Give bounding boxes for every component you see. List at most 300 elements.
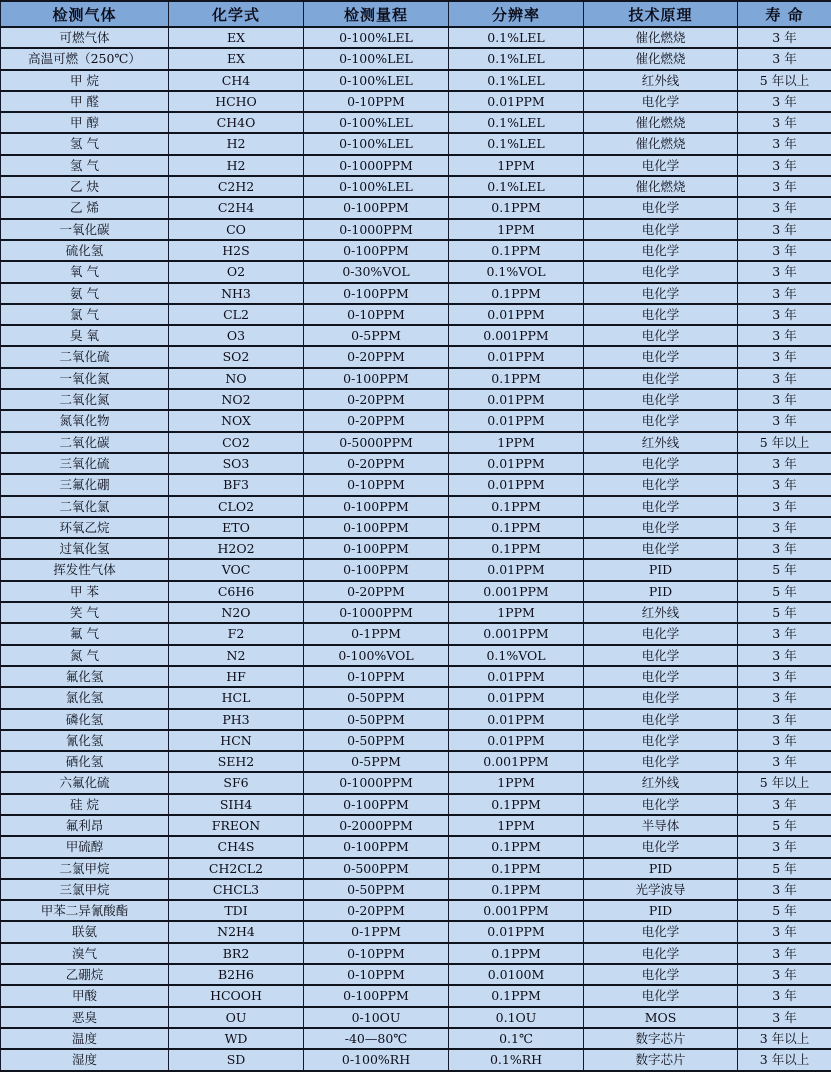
table-row	[1, 496, 831, 517]
cell-gas: 一氧化氮	[1, 368, 169, 389]
cell-gas: 高温可燃（250℃）	[1, 48, 169, 69]
table-row	[1, 836, 831, 857]
cell-range: 0-1PPM	[304, 623, 449, 644]
cell-principle: 电化学	[584, 410, 738, 431]
cell-range: 0-1000PPM	[304, 219, 449, 240]
table-row	[1, 559, 831, 580]
table-row	[1, 858, 831, 879]
cell-principle: 电化学	[584, 623, 738, 644]
cell-formula: C2H4	[169, 197, 304, 218]
cell-range: 0-100PPM	[304, 197, 449, 218]
cell-resolution: 0.01PPM	[449, 687, 584, 708]
cell-range: 0-10PPM	[304, 304, 449, 325]
table-row	[1, 794, 831, 815]
table-row	[1, 538, 831, 559]
table-row	[1, 325, 831, 346]
cell-range: 0-30%VOL	[304, 261, 449, 282]
cell-gas: 三氟化硼	[1, 474, 169, 495]
cell-lifespan: 5 年	[738, 602, 831, 623]
cell-lifespan: 3 年	[738, 623, 831, 644]
cell-formula: N2O	[169, 602, 304, 623]
cell-resolution: 0.001PPM	[449, 623, 584, 644]
cell-principle: 半导体	[584, 815, 738, 836]
cell-formula: SD	[169, 1049, 304, 1070]
cell-gas: 可燃气体	[1, 27, 169, 48]
cell-gas: 二氧化硫	[1, 346, 169, 367]
cell-resolution: 0.01PPM	[449, 389, 584, 410]
cell-range: 0-100PPM	[304, 538, 449, 559]
table-body	[1, 27, 831, 1071]
table-row	[1, 666, 831, 687]
cell-lifespan: 3 年	[738, 879, 831, 900]
cell-formula: CH4S	[169, 836, 304, 857]
cell-lifespan: 5 年	[738, 900, 831, 921]
cell-principle: PID	[584, 581, 738, 602]
cell-lifespan: 3 年	[738, 666, 831, 687]
table-row	[1, 1049, 831, 1070]
table-row	[1, 219, 831, 240]
cell-lifespan: 5 年	[738, 858, 831, 879]
cell-gas: 恶臭	[1, 1007, 169, 1028]
cell-principle: 催化燃烧	[584, 48, 738, 69]
cell-resolution: 1PPM	[449, 432, 584, 453]
cell-resolution: 0.1%LEL	[449, 176, 584, 197]
cell-range: 0-100PPM	[304, 985, 449, 1006]
cell-resolution: 0.01PPM	[449, 730, 584, 751]
cell-resolution: 0.0100M	[449, 964, 584, 985]
cell-range: 0-100PPM	[304, 794, 449, 815]
cell-principle: 电化学	[584, 389, 738, 410]
cell-principle: 电化学	[584, 91, 738, 112]
cell-resolution: 0.1℃	[449, 1028, 584, 1049]
cell-range: 0-5PPM	[304, 325, 449, 346]
cell-gas: 氟化氢	[1, 666, 169, 687]
table-row	[1, 48, 831, 69]
table-header	[1, 1, 831, 27]
cell-range: 0-1PPM	[304, 921, 449, 942]
table-row	[1, 921, 831, 942]
cell-formula: NH3	[169, 283, 304, 304]
cell-formula: C6H6	[169, 581, 304, 602]
table-row	[1, 432, 831, 453]
cell-range: 0-100PPM	[304, 240, 449, 261]
cell-lifespan: 5 年	[738, 581, 831, 602]
cell-formula: CH2CL2	[169, 858, 304, 879]
cell-resolution: 0.1PPM	[449, 517, 584, 538]
table-row	[1, 1028, 831, 1049]
cell-resolution: 0.1PPM	[449, 538, 584, 559]
cell-range: 0-50PPM	[304, 687, 449, 708]
cell-principle: 电化学	[584, 943, 738, 964]
cell-range: 0-100PPM	[304, 496, 449, 517]
cell-gas: 甲 烷	[1, 70, 169, 91]
cell-principle: 电化学	[584, 645, 738, 666]
cell-formula: HCOOH	[169, 985, 304, 1006]
cell-lifespan: 3 年	[738, 1007, 831, 1028]
cell-principle: 电化学	[584, 325, 738, 346]
cell-resolution: 1PPM	[449, 815, 584, 836]
cell-gas: 硒化氢	[1, 751, 169, 772]
cell-gas: 硫化氢	[1, 240, 169, 261]
cell-range: 0-100%LEL	[304, 133, 449, 154]
cell-principle: 电化学	[584, 197, 738, 218]
cell-resolution: 0.001PPM	[449, 581, 584, 602]
cell-range: 0-1000PPM	[304, 155, 449, 176]
cell-formula: CH4	[169, 70, 304, 91]
cell-formula: N2	[169, 645, 304, 666]
table-row	[1, 346, 831, 367]
cell-principle: 催化燃烧	[584, 176, 738, 197]
cell-formula: EX	[169, 48, 304, 69]
cell-resolution: 0.1%VOL	[449, 645, 584, 666]
cell-lifespan: 3 年	[738, 27, 831, 48]
cell-resolution: 0.1PPM	[449, 368, 584, 389]
cell-principle: MOS	[584, 1007, 738, 1028]
cell-resolution: 0.01PPM	[449, 410, 584, 431]
cell-gas: 氮氧化物	[1, 410, 169, 431]
cell-lifespan: 3 年	[738, 474, 831, 495]
cell-gas: 二氧化氮	[1, 389, 169, 410]
cell-range: 0-10PPM	[304, 666, 449, 687]
cell-gas: 氟 气	[1, 623, 169, 644]
cell-resolution: 0.1PPM	[449, 985, 584, 1006]
cell-lifespan: 3 年	[738, 368, 831, 389]
cell-formula: CO	[169, 219, 304, 240]
cell-resolution: 0.01PPM	[449, 453, 584, 474]
table-row	[1, 879, 831, 900]
cell-lifespan: 3 年	[738, 730, 831, 751]
column-header-principle: 技术原理	[584, 1, 738, 27]
cell-range: 0-50PPM	[304, 730, 449, 751]
cell-gas: 笑 气	[1, 602, 169, 623]
cell-resolution: 0.1%LEL	[449, 27, 584, 48]
cell-principle: 催化燃烧	[584, 133, 738, 154]
table-row	[1, 453, 831, 474]
cell-range: 0-100%LEL	[304, 27, 449, 48]
cell-formula: C2H2	[169, 176, 304, 197]
cell-lifespan: 3 年	[738, 155, 831, 176]
cell-lifespan: 3 年	[738, 964, 831, 985]
table-row	[1, 91, 831, 112]
table-row	[1, 240, 831, 261]
cell-lifespan: 3 年	[738, 325, 831, 346]
column-header-formula: 化学式	[169, 1, 304, 27]
cell-formula: EX	[169, 27, 304, 48]
cell-gas: 氢 气	[1, 155, 169, 176]
cell-formula: F2	[169, 623, 304, 644]
cell-lifespan: 3 年以上	[738, 1049, 831, 1070]
cell-gas: 乙硼烷	[1, 964, 169, 985]
cell-formula: TDI	[169, 900, 304, 921]
cell-principle: 电化学	[584, 921, 738, 942]
cell-resolution: 1PPM	[449, 602, 584, 623]
cell-resolution: 0.001PPM	[449, 325, 584, 346]
cell-principle: 电化学	[584, 836, 738, 857]
cell-gas: 甲苯二异氰酸酯	[1, 900, 169, 921]
cell-lifespan: 3 年	[738, 176, 831, 197]
cell-principle: 催化燃烧	[584, 27, 738, 48]
cell-lifespan: 3 年	[738, 836, 831, 857]
cell-principle: 电化学	[584, 666, 738, 687]
cell-lifespan: 3 年	[738, 794, 831, 815]
cell-resolution: 0.1%LEL	[449, 133, 584, 154]
cell-gas: 乙 炔	[1, 176, 169, 197]
table-row	[1, 197, 831, 218]
cell-resolution: 0.1PPM	[449, 240, 584, 261]
cell-range: -40—80℃	[304, 1028, 449, 1049]
cell-range: 0-10PPM	[304, 943, 449, 964]
table-row	[1, 283, 831, 304]
cell-formula: SEH2	[169, 751, 304, 772]
cell-range: 0-5000PPM	[304, 432, 449, 453]
cell-resolution: 1PPM	[449, 155, 584, 176]
cell-gas: 氯 气	[1, 304, 169, 325]
column-header-lifespan: 寿 命	[738, 1, 831, 27]
cell-range: 0-2000PPM	[304, 815, 449, 836]
cell-lifespan: 3 年以上	[738, 1028, 831, 1049]
cell-range: 0-5PPM	[304, 751, 449, 772]
cell-formula: WD	[169, 1028, 304, 1049]
cell-principle: 电化学	[584, 517, 738, 538]
cell-gas: 二氯甲烷	[1, 858, 169, 879]
table-row	[1, 815, 831, 836]
table-row	[1, 474, 831, 495]
cell-resolution: 0.01PPM	[449, 559, 584, 580]
cell-lifespan: 3 年	[738, 751, 831, 772]
cell-principle: 电化学	[584, 687, 738, 708]
cell-formula: OU	[169, 1007, 304, 1028]
cell-range: 0-100PPM	[304, 559, 449, 580]
cell-principle: 电化学	[584, 283, 738, 304]
cell-resolution: 0.01PPM	[449, 91, 584, 112]
cell-formula: SF6	[169, 772, 304, 793]
cell-gas: 二氧化碳	[1, 432, 169, 453]
cell-gas: 三氯甲烷	[1, 879, 169, 900]
cell-principle: 电化学	[584, 751, 738, 772]
cell-formula: ETO	[169, 517, 304, 538]
cell-principle: 电化学	[584, 730, 738, 751]
cell-formula: HCHO	[169, 91, 304, 112]
cell-formula: SO2	[169, 346, 304, 367]
column-header-resolution: 分辨率	[449, 1, 584, 27]
cell-gas: 臭 氧	[1, 325, 169, 346]
cell-principle: 电化学	[584, 538, 738, 559]
cell-gas: 磷化氢	[1, 709, 169, 730]
cell-lifespan: 3 年	[738, 346, 831, 367]
cell-gas: 一氧化碳	[1, 219, 169, 240]
cell-range: 0-100PPM	[304, 283, 449, 304]
cell-range: 0-50PPM	[304, 709, 449, 730]
cell-lifespan: 3 年	[738, 91, 831, 112]
cell-formula: CHCL3	[169, 879, 304, 900]
cell-resolution: 0.1%RH	[449, 1049, 584, 1070]
table-row	[1, 304, 831, 325]
cell-lifespan: 3 年	[738, 240, 831, 261]
cell-gas: 氢 气	[1, 133, 169, 154]
table-row	[1, 176, 831, 197]
cell-lifespan: 3 年	[738, 687, 831, 708]
cell-range: 0-100%LEL	[304, 70, 449, 91]
cell-principle: 催化燃烧	[584, 112, 738, 133]
cell-lifespan: 3 年	[738, 517, 831, 538]
cell-formula: PH3	[169, 709, 304, 730]
cell-formula: H2	[169, 133, 304, 154]
cell-gas: 过氧化氢	[1, 538, 169, 559]
cell-principle: 红外线	[584, 70, 738, 91]
cell-formula: H2O2	[169, 538, 304, 559]
table-row	[1, 368, 831, 389]
cell-formula: O3	[169, 325, 304, 346]
cell-resolution: 0.01PPM	[449, 666, 584, 687]
cell-principle: 红外线	[584, 772, 738, 793]
cell-lifespan: 3 年	[738, 538, 831, 559]
table-row	[1, 517, 831, 538]
cell-formula: H2S	[169, 240, 304, 261]
cell-formula: SIH4	[169, 794, 304, 815]
cell-resolution: 0.1PPM	[449, 283, 584, 304]
cell-range: 0-500PPM	[304, 858, 449, 879]
cell-gas: 甲酸	[1, 985, 169, 1006]
cell-gas: 温度	[1, 1028, 169, 1049]
cell-lifespan: 5 年	[738, 559, 831, 580]
cell-formula: BR2	[169, 943, 304, 964]
cell-gas: 联氨	[1, 921, 169, 942]
cell-range: 0-10PPM	[304, 964, 449, 985]
cell-gas: 硅 烷	[1, 794, 169, 815]
cell-resolution: 0.01PPM	[449, 474, 584, 495]
cell-gas: 氨 气	[1, 283, 169, 304]
cell-principle: 电化学	[584, 496, 738, 517]
cell-formula: BF3	[169, 474, 304, 495]
cell-range: 0-100PPM	[304, 836, 449, 857]
table-row	[1, 772, 831, 793]
cell-formula: HCN	[169, 730, 304, 751]
cell-principle: 电化学	[584, 794, 738, 815]
cell-range: 0-10PPM	[304, 91, 449, 112]
cell-formula: NOX	[169, 410, 304, 431]
cell-gas: 氟利昂	[1, 815, 169, 836]
table-row	[1, 687, 831, 708]
cell-range: 0-10OU	[304, 1007, 449, 1028]
cell-resolution: 0.01PPM	[449, 921, 584, 942]
table-row	[1, 389, 831, 410]
table-row	[1, 1007, 831, 1028]
table-row	[1, 602, 831, 623]
cell-principle: 电化学	[584, 304, 738, 325]
cell-gas: 甲硫醇	[1, 836, 169, 857]
cell-range: 0-20PPM	[304, 900, 449, 921]
cell-resolution: 0.1PPM	[449, 794, 584, 815]
cell-lifespan: 3 年	[738, 921, 831, 942]
cell-lifespan: 3 年	[738, 304, 831, 325]
cell-range: 0-100%LEL	[304, 176, 449, 197]
cell-principle: 红外线	[584, 432, 738, 453]
cell-lifespan: 3 年	[738, 197, 831, 218]
cell-principle: 电化学	[584, 261, 738, 282]
cell-range: 0-1000PPM	[304, 602, 449, 623]
cell-lifespan: 5 年以上	[738, 70, 831, 91]
cell-lifespan: 3 年	[738, 219, 831, 240]
cell-range: 0-10PPM	[304, 474, 449, 495]
cell-lifespan: 3 年	[738, 985, 831, 1006]
cell-principle: 电化学	[584, 453, 738, 474]
cell-resolution: 0.001PPM	[449, 900, 584, 921]
cell-gas: 乙 烯	[1, 197, 169, 218]
cell-resolution: 0.1PPM	[449, 496, 584, 517]
cell-lifespan: 3 年	[738, 389, 831, 410]
cell-formula: H2	[169, 155, 304, 176]
cell-formula: HF	[169, 666, 304, 687]
cell-lifespan: 3 年	[738, 133, 831, 154]
cell-lifespan: 3 年	[738, 112, 831, 133]
cell-formula: VOC	[169, 559, 304, 580]
cell-range: 0-20PPM	[304, 410, 449, 431]
table-row	[1, 410, 831, 431]
cell-gas: 甲 苯	[1, 581, 169, 602]
cell-range: 0-1000PPM	[304, 772, 449, 793]
cell-principle: PID	[584, 858, 738, 879]
cell-principle: 光学波导	[584, 879, 738, 900]
table-row	[1, 900, 831, 921]
cell-gas: 三氧化硫	[1, 453, 169, 474]
cell-principle: 数字芯片	[584, 1049, 738, 1070]
cell-formula: NO2	[169, 389, 304, 410]
cell-resolution: 0.1PPM	[449, 879, 584, 900]
cell-gas: 甲 醇	[1, 112, 169, 133]
table-row	[1, 112, 831, 133]
cell-principle: 电化学	[584, 368, 738, 389]
cell-range: 0-100%LEL	[304, 112, 449, 133]
cell-range: 0-20PPM	[304, 389, 449, 410]
cell-principle: 电化学	[584, 240, 738, 261]
cell-range: 0-100%VOL	[304, 645, 449, 666]
cell-gas: 湿度	[1, 1049, 169, 1070]
cell-range: 0-20PPM	[304, 453, 449, 474]
cell-resolution: 1PPM	[449, 219, 584, 240]
table-row	[1, 70, 831, 91]
cell-principle: PID	[584, 900, 738, 921]
cell-lifespan: 5 年	[738, 815, 831, 836]
cell-formula: NO	[169, 368, 304, 389]
cell-principle: PID	[584, 559, 738, 580]
cell-resolution: 0.1PPM	[449, 836, 584, 857]
cell-lifespan: 3 年	[738, 645, 831, 666]
table-row	[1, 133, 831, 154]
table-row	[1, 964, 831, 985]
cell-formula: N2H4	[169, 921, 304, 942]
cell-principle: 数字芯片	[584, 1028, 738, 1049]
cell-principle: 电化学	[584, 985, 738, 1006]
cell-resolution: 0.1%LEL	[449, 48, 584, 69]
cell-formula: O2	[169, 261, 304, 282]
table-row	[1, 645, 831, 666]
cell-formula: CH4O	[169, 112, 304, 133]
column-header-range: 检测量程	[304, 1, 449, 27]
cell-gas: 氰化氢	[1, 730, 169, 751]
cell-principle: 电化学	[584, 474, 738, 495]
cell-principle: 电化学	[584, 155, 738, 176]
cell-gas: 二氧化氯	[1, 496, 169, 517]
cell-range: 0-100PPM	[304, 517, 449, 538]
table-row	[1, 730, 831, 751]
cell-gas: 挥发性气体	[1, 559, 169, 580]
cell-resolution: 0.1%LEL	[449, 70, 584, 91]
cell-resolution: 0.01PPM	[449, 709, 584, 730]
cell-gas: 甲 醛	[1, 91, 169, 112]
cell-formula: CLO2	[169, 496, 304, 517]
table-row	[1, 985, 831, 1006]
cell-principle: 电化学	[584, 709, 738, 730]
